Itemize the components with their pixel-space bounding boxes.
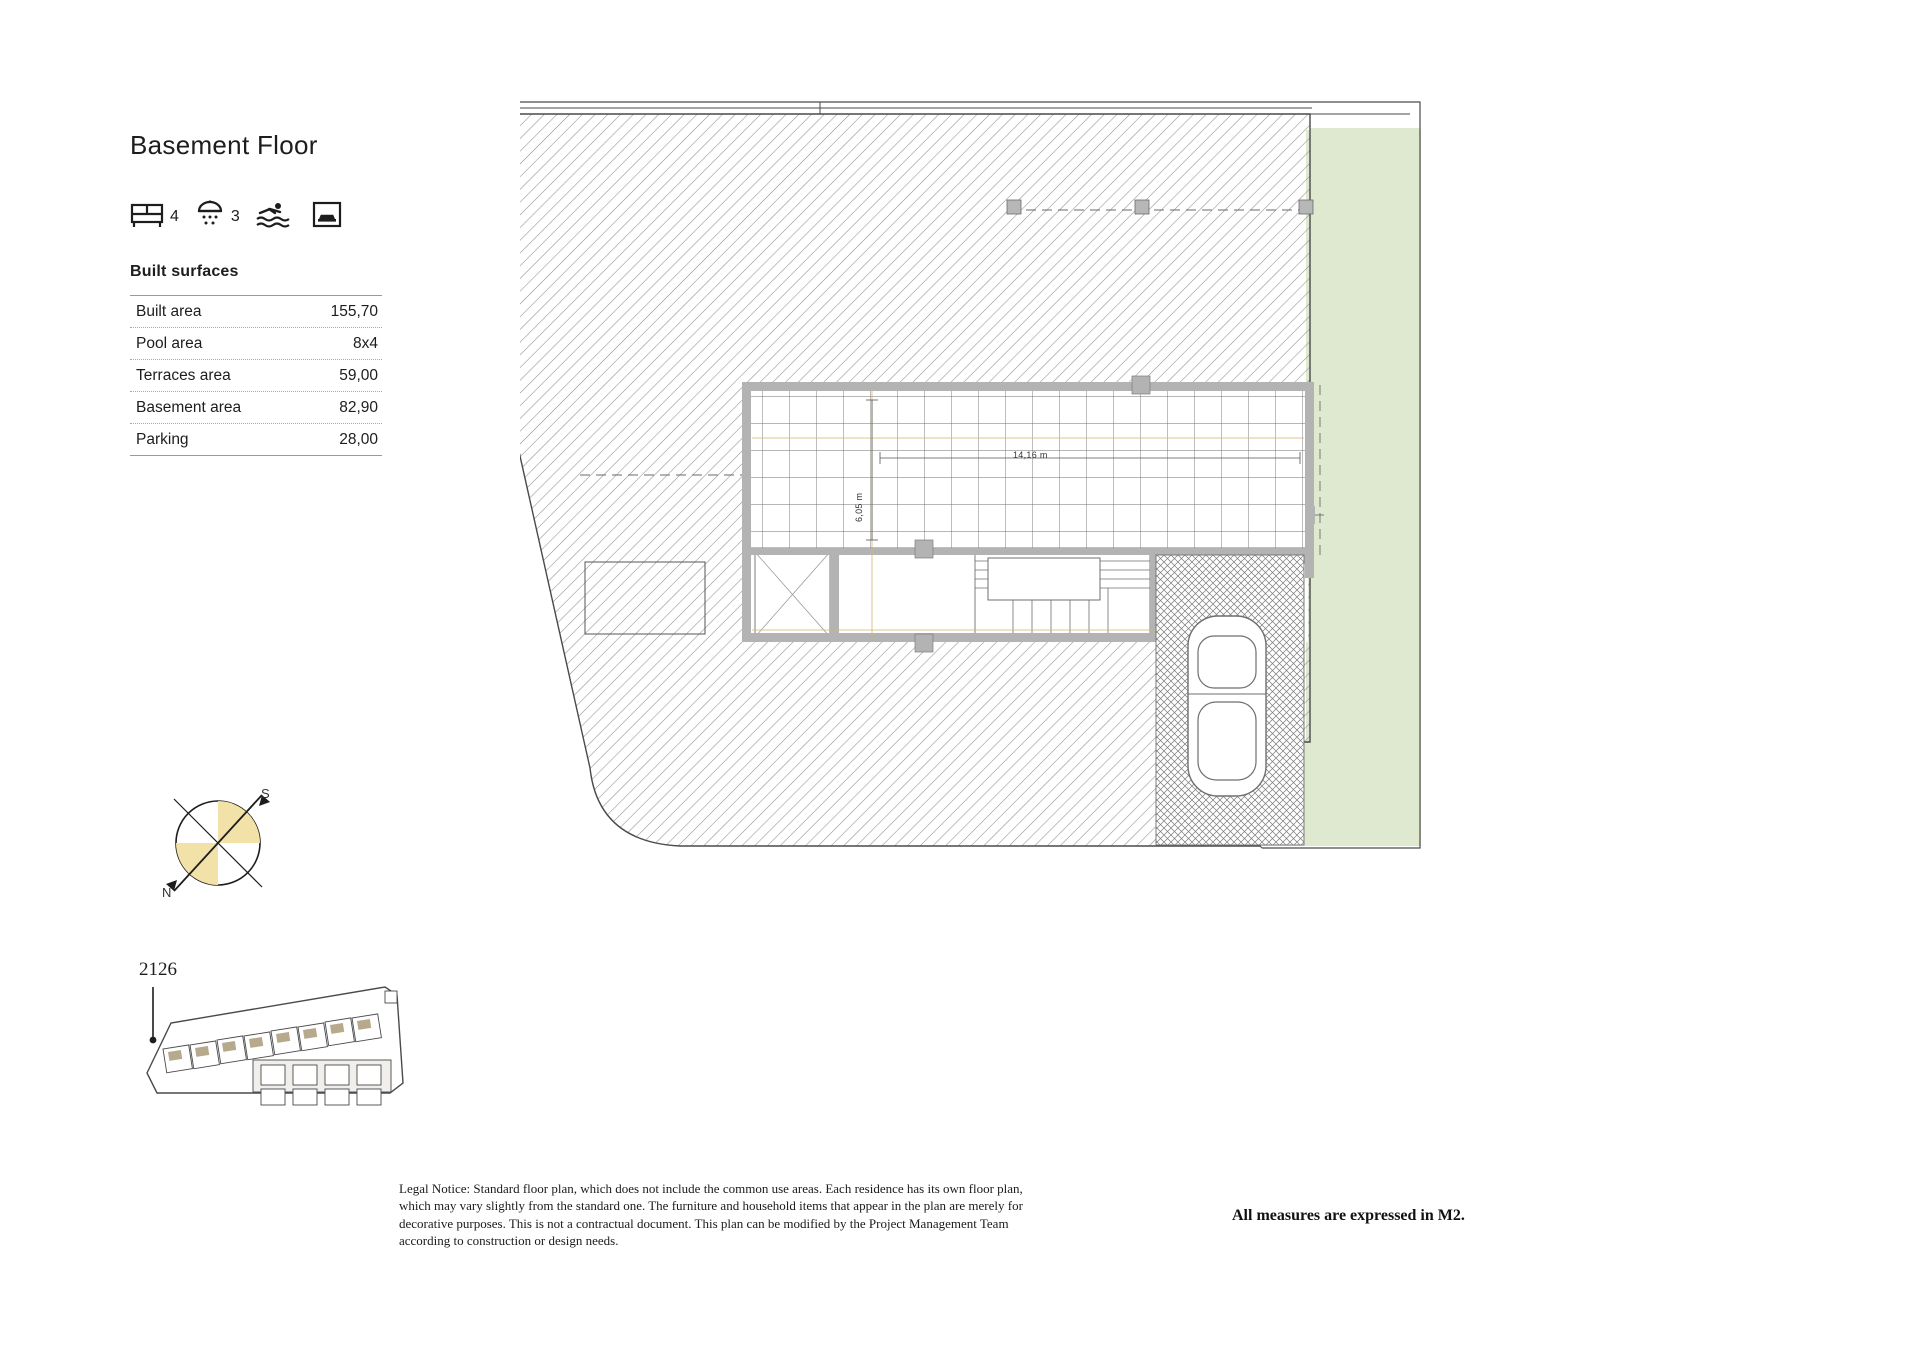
table-row: [130, 328, 382, 360]
compass-rose: [160, 785, 280, 905]
horizontal-dimension-label: 14,16 m: [1013, 450, 1048, 460]
shower-icon: [195, 199, 225, 229]
basement-main-room: [748, 388, 1308, 548]
row-label: Pool area: [136, 335, 203, 352]
bed-icon: [130, 199, 164, 229]
compass-label-south: S: [261, 786, 270, 801]
row-value: 82,90: [339, 399, 378, 416]
row-label: Terraces area: [136, 367, 231, 384]
measures-note: All measures are expressed in M2.: [1232, 1207, 1465, 1224]
built-surfaces-table: [130, 295, 382, 456]
car-symbol: [1188, 616, 1266, 796]
key-plan-diagram: [135, 965, 435, 1125]
compass-icon: [160, 785, 280, 905]
table-row: [130, 392, 382, 424]
row-label: Basement area: [136, 399, 242, 416]
feature-bedrooms: [130, 199, 179, 229]
table-row: [130, 360, 382, 392]
plan-svg: [520, 100, 1780, 1100]
bathrooms-count: 3: [230, 208, 240, 225]
row-label: Built area: [136, 303, 202, 320]
vertical-dimension-label: 6,05 m: [854, 492, 864, 522]
page-title: Basement Floor: [130, 130, 318, 160]
info-panel: [130, 130, 430, 456]
compass-label-north: N: [162, 885, 172, 900]
feature-garage: [312, 199, 348, 229]
basement-floor-plan-drawing: [520, 100, 1780, 1100]
built-surfaces-heading: Built surfaces: [130, 263, 239, 280]
legal-notice: Legal Notice: Standard floor plan, which does not include the common use areas. Each residence has its own floor plan, which may vary slightly from the standard one. The furniture and household items that appear in the plan are merely for decorative purposes. This is not a contractual document. This plan can be modified by the Project Management Team according to construction or design needs.: [399, 1181, 1023, 1248]
feature-pool: [256, 199, 296, 229]
row-value: 155,70: [330, 303, 378, 320]
row-value: 28,00: [339, 431, 378, 448]
row-label: Parking: [136, 431, 189, 448]
table-row: [130, 296, 382, 328]
row-value: 8x4: [353, 335, 378, 352]
site-key-plan: [135, 959, 435, 1125]
feature-bathrooms: [195, 199, 240, 229]
bedrooms-count: 4: [170, 208, 179, 225]
swimmer-pool-icon: [256, 199, 290, 229]
garage-car-icon: [312, 199, 342, 229]
plot-number: 2126: [139, 959, 177, 980]
feature-icons: [130, 199, 430, 229]
row-value: 59,00: [339, 367, 378, 384]
table-row: [130, 424, 382, 456]
